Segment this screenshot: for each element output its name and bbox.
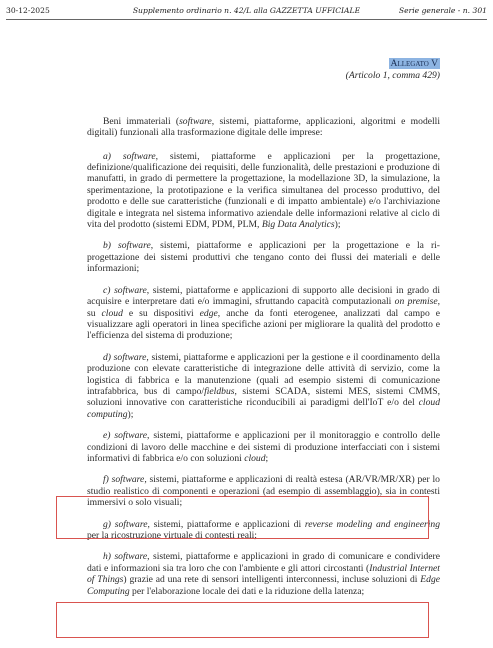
paragraphs-h-segment-4: ) grazie ad una rete di sensori intelligenti interconnessi, incluse soluzioni di	[123, 574, 421, 586]
paragraphs-b-segment-2: , sistemi, piattaforme e applicazioni per la progettazione e la ri-progettazione dei sistemi produttivi che tengano conto dei flussi dei materiali e delle informazioni;	[87, 240, 440, 275]
paragraphs-c-segment-0: c)	[103, 284, 115, 296]
paragraphs-a-segment-1: software	[122, 150, 156, 162]
paragraphs-f-segment-1: software	[111, 474, 145, 486]
page-header	[6, 3, 487, 20]
intro-paragraph	[87, 116, 440, 139]
paragraphs-h-segment-3: Industrial Internet of Things	[87, 562, 440, 586]
paragraphs-g-segment-2: , sistemi, piattaforme e applicazioni di	[147, 518, 305, 530]
paragraphs-h-segment-0: h)	[103, 551, 115, 563]
paragraphs-c-segment-7: edge	[199, 307, 218, 319]
paragraphs-d-segment-1: software	[113, 351, 147, 363]
paragraph-e	[87, 430, 440, 464]
paragraphs-b-segment-1: software	[118, 240, 151, 252]
paragraphs-a-segment-4: );	[334, 219, 341, 231]
paragraphs-c-segment-5: cloud	[101, 307, 123, 319]
paragraphs-intro-segment-2: , sistemi, piattaforme, applicazioni, algoritmi e modelli digitali) funzionali alla trasformazione digitale delle imprese:	[87, 115, 440, 139]
header-title: Supplemento ordinario n. 42/L alla GAZZETTA UFFICIALE	[132, 6, 361, 15]
paragraphs-e-segment-2: , sistemi, piattaforme e applicazioni per il monitoraggio e controllo delle condizioni di lavoro delle macchine e dei sistemi di produzione interfacciati con i sistemi informativi di fabbrica e/o con soluzioni	[87, 430, 440, 464]
paragraphs-e-segment-1: software	[114, 430, 148, 442]
paragraph-b	[87, 240, 440, 274]
paragraphs-d-segment-0: d)	[103, 351, 114, 363]
annex-label[interactable]: Allegato V	[390, 58, 438, 69]
paragraphs-a-segment-0: a)	[103, 150, 123, 162]
highlight-box-paragraph-f	[56, 496, 429, 539]
highlight-box-edge-computing	[56, 602, 429, 638]
paragraphs-h-segment-2: , sistemi, piattaforme e applicazioni in grado di comunicare e condividere dati e informazioni sia tra loro che con l'ambiente e gli attori circostanti (	[87, 551, 440, 574]
annex-article-reference: (Articolo 1, comma 429)	[345, 70, 440, 82]
paragraphs-a-segment-2: , sistemi, piattaforme e applicazioni per la progettazione, definizione/qualificazione dei requisiti, delle funzionalità, delle prestazioni e produzione di manufatti, in grado di permettere la progettazione, la modellazione 3D, la simulazione, la sperimentazione, la prototipazione e la verifica simultanea del processo produttivo, del prodotto e delle sue caratteristiche (funzionali e di impatto ambientale) e/o l'archiviazione digitale e integrata nel sistema informativo aziendale delle informazioni relative al ciclo di vita del prodotto (sistemi EDM, PDM, PLM,	[87, 150, 440, 231]
paragraphs-d-segment-6: );	[127, 408, 134, 420]
paragraphs-f-segment-2: , sistemi, piattaforme e applicazioni di realtà estesa (AR/VR/MR/XR) per lo studio realistico di componenti e operazioni (ad esempio di assemblaggio), sia in contesti immersivi o solo visuali;	[87, 474, 440, 509]
paragraphs-c-segment-2: , sistemi, piattaforme e applicazioni di supporto alle decisioni in grado di acquisire e interpretare dati e/o immagini, sfruttando capacità computazionali	[87, 284, 440, 308]
header-series: Serie generale - n. 301	[398, 6, 487, 15]
paragraphs-c-segment-1: software	[114, 284, 147, 296]
paragraphs-a-segment-3: Big Data Analytics	[261, 219, 335, 231]
paragraphs-d-segment-2: , sistemi, piattaforme e applicazioni per la gestione e il coordinamento della produzione con elevate caratteristiche di integrazione delle attività di servizio, come la logistica di fabbrica e la manutenzione (quali ad esempio sistemi di comunicazione intrafabbrica, bus di campo/	[87, 351, 440, 397]
paragraphs-d-segment-3: fieldbus	[204, 385, 235, 397]
paragraphs-h-segment-1: software	[114, 551, 148, 563]
paragraphs-g-segment-4: per la ricostruzione virtuale di contesti reali;	[87, 530, 257, 541]
paragraphs-c-segment-8: , anche da fonti eterogenee, analizzati dal campo e visualizzare agli operatori in linea specifiche azioni per migliorare la qualità del prodotto e l'efficienza del sistema di produzione;	[87, 307, 441, 342]
paragraphs-h-segment-5: Edge Computing	[87, 574, 440, 597]
header-date: 30-12-2025	[6, 6, 50, 15]
paragraphs-d-segment-4: , sistemi SCADA, sistemi MES, sistemi CMMS, soluzioni innovative con caratteristiche riconducibili ai paradigmi dell'IoT e/o del	[87, 385, 440, 409]
paragraphs-g-segment-3: reverse modeling and engineering	[304, 518, 440, 530]
paragraphs-g-segment-1: software	[114, 518, 148, 530]
paragraph-a	[87, 151, 440, 231]
paragraphs-h-segment-6: per l'elaborazione locale dei dati e la riduzione della latenza;	[129, 585, 365, 597]
paragraphs-e-segment-4: ;	[265, 452, 269, 464]
paragraphs-g-segment-0: g)	[103, 518, 115, 530]
paragraph-c	[87, 285, 440, 342]
paragraphs-c-segment-6: e su dispositivi	[122, 307, 200, 319]
paragraphs-e-segment-0: e)	[103, 430, 115, 442]
paragraph-d	[87, 352, 440, 420]
paragraphs-f-segment-0: f)	[103, 474, 112, 486]
paragraphs-e-segment-3: cloud	[244, 452, 266, 464]
paragraphs-c-segment-4: , su	[87, 296, 441, 319]
paragraphs-d-segment-5: cloud computing	[87, 397, 440, 420]
paragraphs-intro-segment-1: software	[179, 115, 212, 127]
paragraphs-c-segment-3: on premise	[394, 296, 438, 308]
paragraphs-intro-segment-0: Beni immateriali (	[103, 115, 180, 127]
paragraph-h	[87, 551, 440, 597]
paragraphs-b-segment-0: b)	[103, 240, 119, 252]
